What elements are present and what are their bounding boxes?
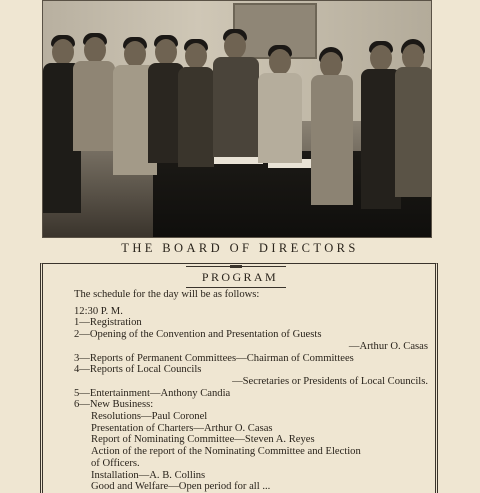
program-item: Action of the report of the Nominating Committee and Election [91, 446, 361, 458]
title-ornament [230, 265, 242, 268]
program-item: 4—Reports of Local Councils [74, 364, 202, 376]
program-item: —Secretaries or Presidents of Local Councils. [232, 375, 428, 387]
program-item: Resolutions—Paul Coronel [91, 411, 208, 423]
program-body [74, 289, 434, 493]
program-item: —Arthur O. Casas [348, 340, 428, 352]
program-item: 2—Opening of the Convention and Presentation of Guests [74, 329, 322, 341]
program-item: Good and Welfare—Open period for all ... [91, 481, 271, 493]
program-item: Presentation of Charters—Arthur O. Casas [91, 422, 273, 434]
program-item: 3—Reports of Permanent Committees—Chairman of Committees [74, 352, 354, 364]
program-item: 1—Registration [74, 317, 142, 329]
program-item: 5—Entertainment—Anthony Candia [74, 387, 231, 399]
program-intro: The schedule for the day will be as follows: [74, 289, 260, 300]
board-photo [42, 0, 432, 238]
program-title: PROGRAM [201, 270, 279, 284]
program-item: 6—New Business: [74, 399, 154, 411]
program-item: Installation—A. B. Collins [91, 469, 206, 481]
program-item: of Officers. [91, 457, 140, 469]
program-item: Report of Nominating Committee—Steven A. Reyes [91, 434, 315, 446]
program-time: 12:30 P. M. [74, 305, 123, 317]
photo-caption: THE BOARD OF DIRECTORS [121, 241, 359, 255]
title-rule-bottom [186, 287, 286, 288]
